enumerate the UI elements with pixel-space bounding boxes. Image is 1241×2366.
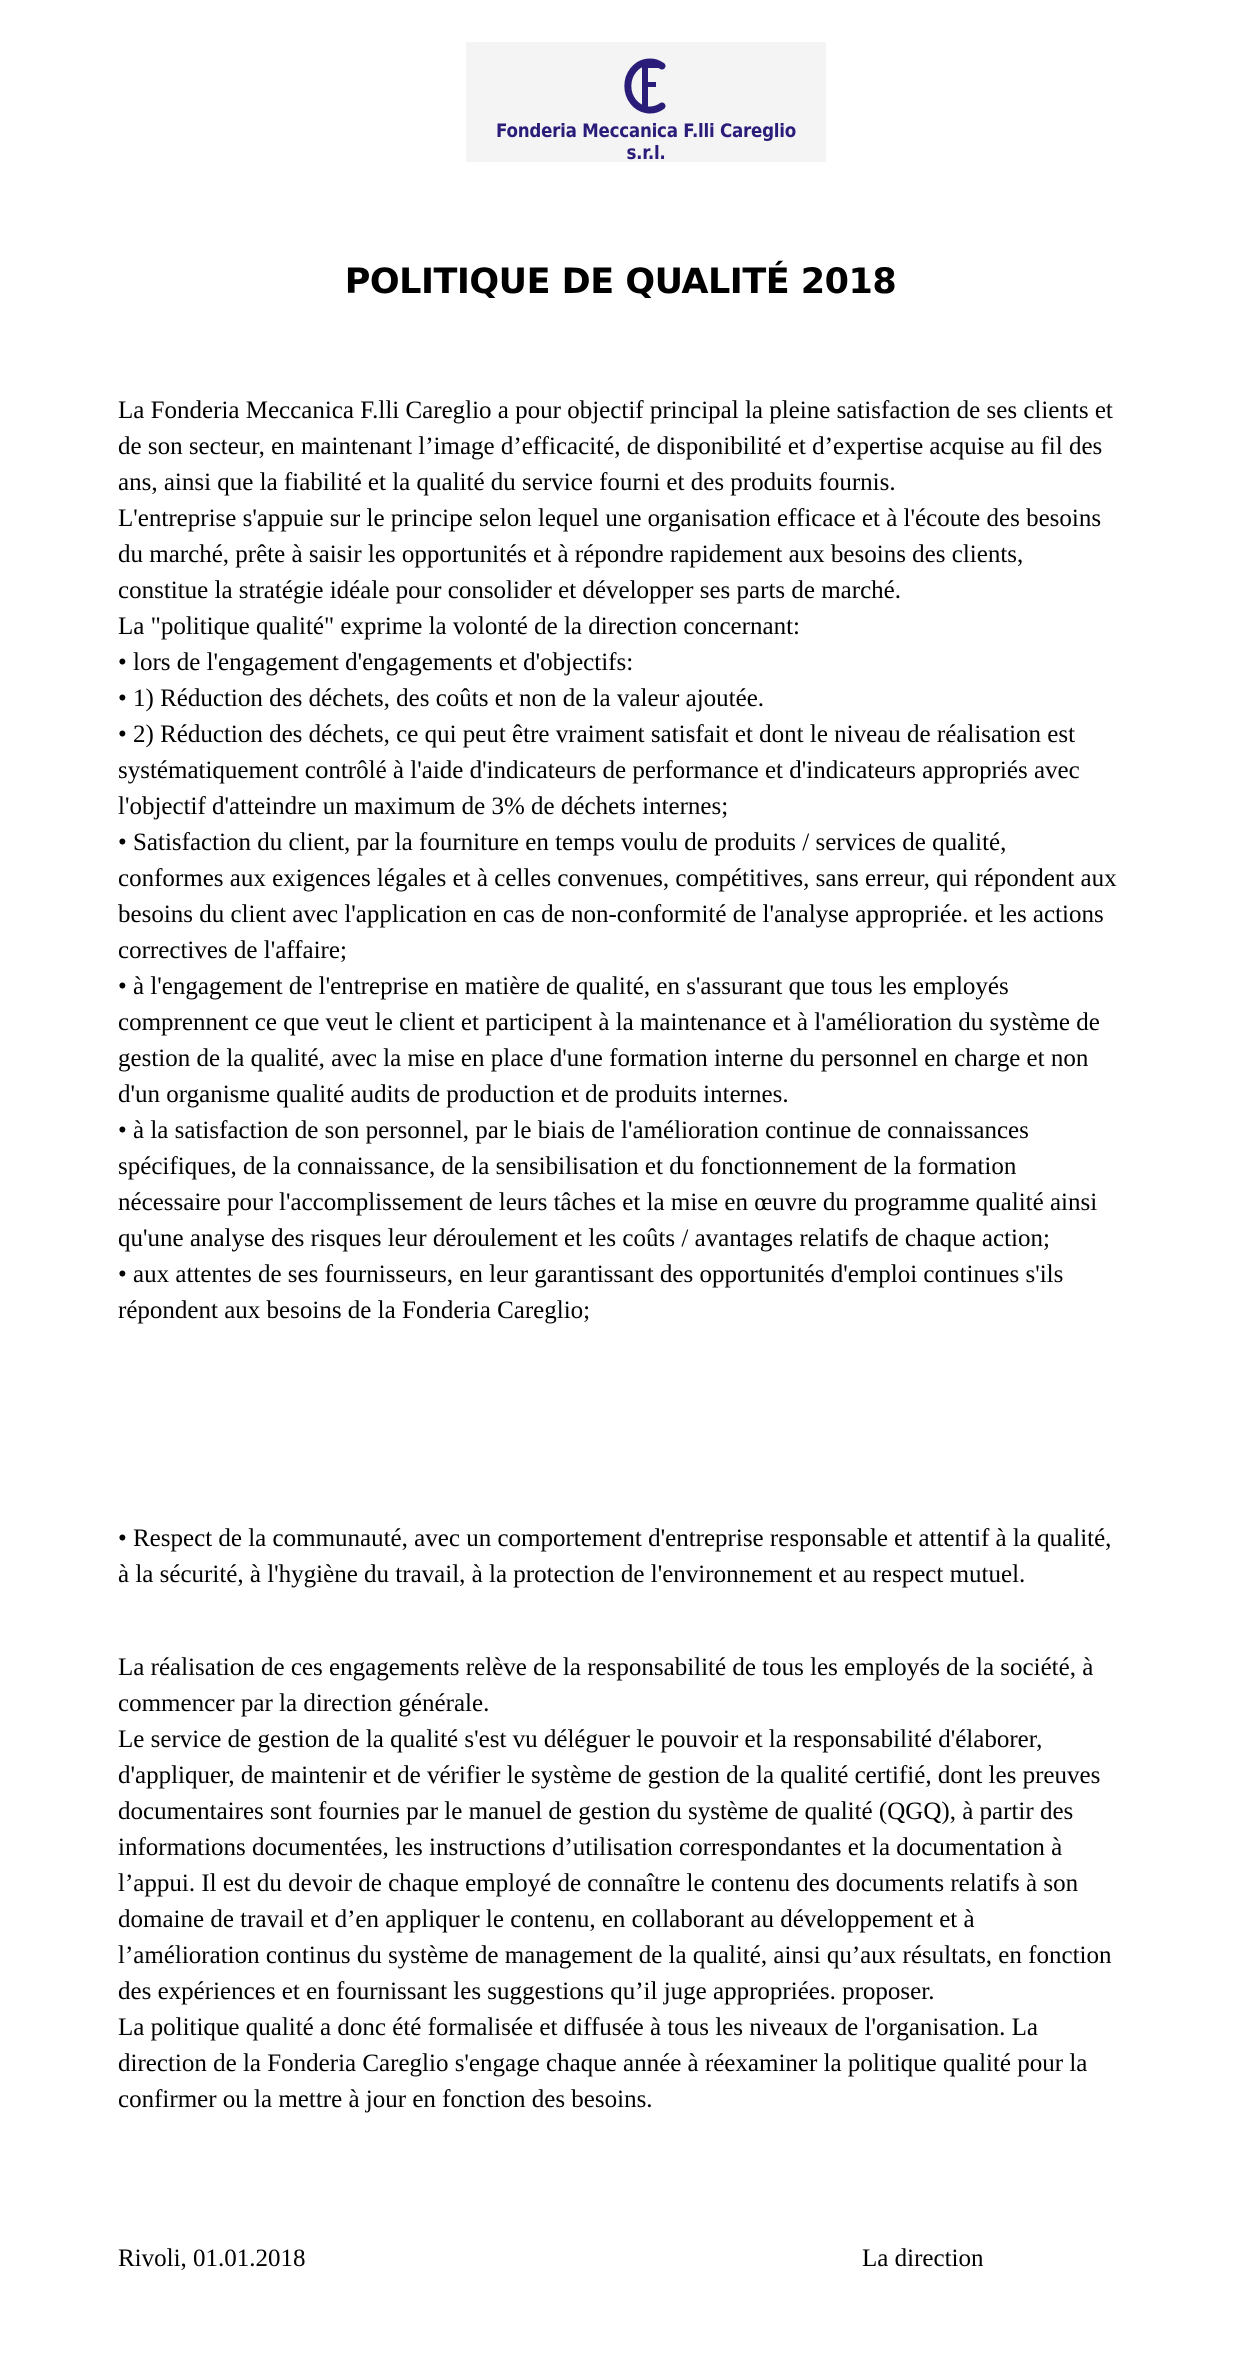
bullet-item: • Respect de la communauté, avec un comportement d'entreprise responsable et attentif à la qualité, à la sécurité, à l'hygiène du travail, à la protection de l'environnement et au respect mutuel.	[118, 1525, 1112, 1588]
paragraph: La réalisation de ces engagements relève de la responsabilité de tous les employés de la société, à commencer par la direction générale.	[118, 1654, 1094, 1717]
paragraph: La "politique qualité" exprime la volonté de la direction concernant:	[118, 613, 800, 640]
bullet-item: • lors de l'engagement d'engagements et d'objectifs:	[118, 649, 634, 676]
paragraph: L'entreprise s'appuie sur le principe selon lequel une organisation efficace et à l'écoute des besoins du marché, prête à saisir les opportunités et à répondre rapidement aux besoins des clients, constitue la stratégie idéale pour consolider et développer ses parts de marché.	[118, 505, 1102, 604]
policy-responsibilities	[118, 1650, 1118, 2118]
company-name: Fonderia Meccanica F.lli Careglio s.r.l.	[496, 120, 796, 164]
paragraph: La politique qualité a donc été formalisée et diffusée à tous les niveaux de l'organisation. La direction de la Fonderia Careglio s'engage chaque année à réexaminer la politique qualité pour la confirmer ou la mettre à jour en fonction des besoins.	[118, 2014, 1088, 2113]
bullet-item: • à l'engagement de l'entreprise en matière de qualité, en s'assurant que tous les employés comprennent ce que veut le client et participent à la maintenance et à l'amélioration du système de gestion de la qualité, avec la mise en place d'une formation interne du personnel en charge et non d'un organisme qualité audits de production et de produits internes.	[118, 973, 1100, 1108]
bullet-item: • à la satisfaction de son personnel, par le biais de l'amélioration continue de connaissances spécifiques, de la connaissance, de la sensibilisation et du fonctionnement de la formation nécessaire pour l'accomplissement de leurs tâches et la mise en œuvre du programme qualité ainsi qu'une analyse des risques leur déroulement et les coûts / avantages relatifs de chaque action;	[118, 1117, 1098, 1252]
bullet-item: • aux attentes de ses fournisseurs, en leur garantissant des opportunités d'emploi continues s'ils répondent aux besoins de la Fonderia Careglio;	[118, 1261, 1064, 1324]
policy-body	[118, 393, 1118, 1329]
page-title: POLITIQUE DE QUALITÉ 2018	[344, 262, 897, 302]
paragraph: La Fonderia Meccanica F.lli Careglio a pour objectif principal la pleine satisfaction de ses clients et de son secteur, en maintenant l’image d’efficacité, de disponibilité et d’expertise acquise au fil des ans, ainsi que la fiabilité et la qualité du service fourni et des produits fournis.	[118, 397, 1113, 496]
signature: La direction	[862, 2245, 984, 2272]
paragraph: Le service de gestion de la qualité s'est vu déléguer le pouvoir et la responsabilité d'élaborer, d'appliquer, de maintenir et de vérifier le système de gestion de la qualité certifié, dont les preuves documentaires sont fournies par le manuel de gestion du système de qualité (QGQ), à partir des informations documentées, les instructions d’utilisation correspondantes et la documentation à l’appui. Il est du devoir de chaque employé de connaître le contenu des documents relatifs à son domaine de travail et d’en appliquer le contenu, en collaborant au développement et à l’amélioration continus du système de management de la qualité, ainsi qu’aux résultats, en fonction des expériences et en fournissant les suggestions qu’il juge appropriées. proposer.	[118, 1726, 1112, 2005]
place-date: Rivoli, 01.01.2018	[118, 2245, 306, 2272]
policy-community-item	[118, 1521, 1118, 1593]
company-logo	[466, 42, 826, 162]
bullet-item: • 2) Réduction des déchets, ce qui peut être vraiment satisfait et dont le niveau de réalisation est systématiquement contrôlé à l'aide d'indicateurs de performance et d'indicateurs appropriés avec l'objectif d'atteindre un maximum de 3% de déchets internes;	[118, 721, 1080, 820]
bullet-item: • Satisfaction du client, par la fourniture en temps voulu de produits / services de qualité, conformes aux exigences légales et à celles convenues, compétitives, sans erreur, qui répondent aux besoins du client avec l'application en cas de non-conformité de l'analyse appropriée. et les actions correctives de l'affaire;	[118, 829, 1117, 964]
bullet-item: • 1) Réduction des déchets, des coûts et non de la valeur ajoutée.	[118, 685, 765, 712]
